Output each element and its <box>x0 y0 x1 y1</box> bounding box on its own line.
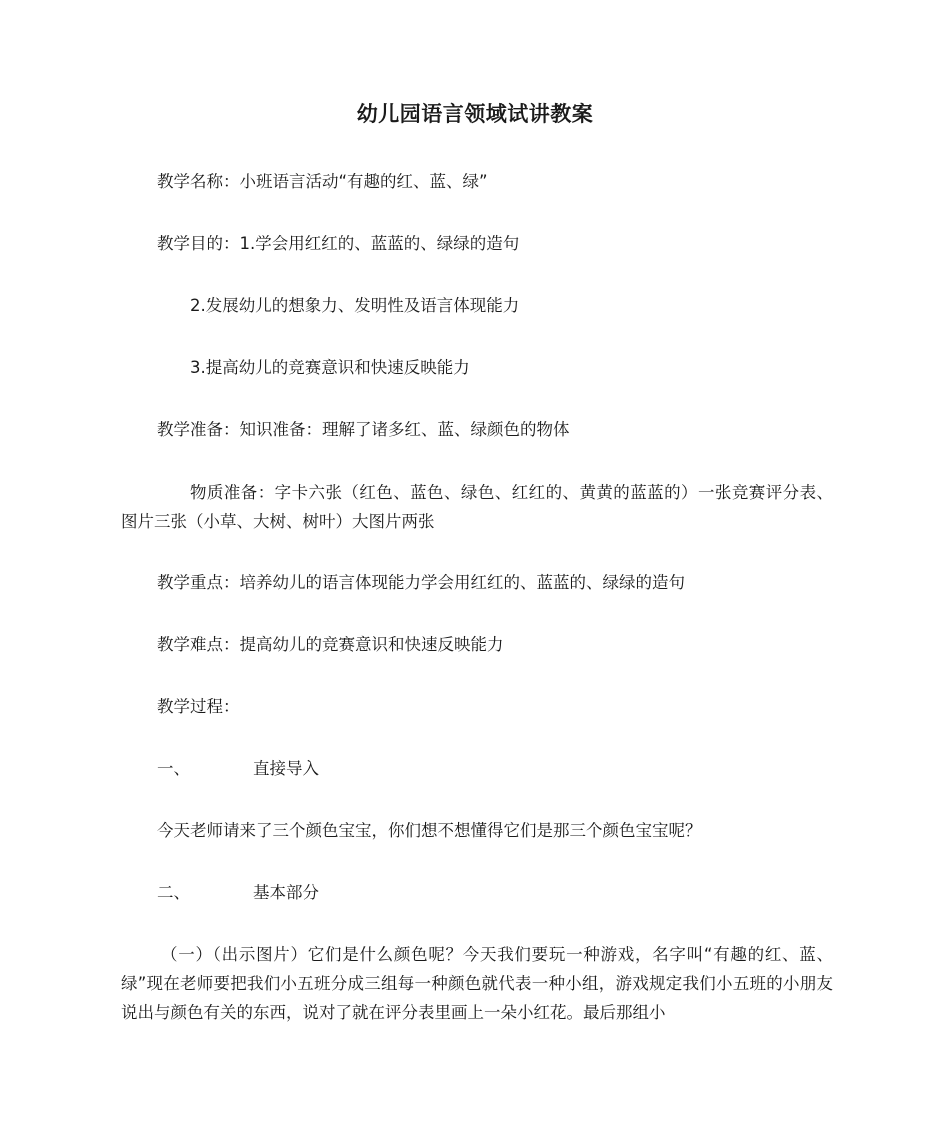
teaching-prep-knowledge: 教学准备：知识准备：理解了诸多红、蓝、绿颜色的物体 <box>157 420 570 439</box>
teaching-key-point: 教学重点：培养幼儿的语言体现能力学会用红红的、蓝蓝的、绿绿的造句 <box>157 573 685 592</box>
teaching-goal-3: 3.提高幼儿的竞赛意识和快速反映能力 <box>190 358 470 377</box>
section-1-number: 一、 <box>157 759 190 778</box>
section-2-heading <box>157 882 319 904</box>
section-1-text: 今天老师请来了三个颜色宝宝，你们想不想懂得它们是那三个颜色宝宝呢？ <box>157 821 702 840</box>
section-2-text: （一）（出示图片）它们是什么颜色呢？今天我们要玩一种游戏，名字叫“有趣的红、蓝、绿”现在老师要把我们小五班分成三组每一种颜色就代表一种小组，游戏规定我们小五班的小朋友说出与颜色有关的东西，说对了就在评分表里画上一朵小红花。最后那组小 <box>121 945 833 1022</box>
teaching-name: 教学名称：小班语言活动“有趣的红、蓝、绿” <box>157 172 488 191</box>
section-1-heading <box>157 758 319 780</box>
teaching-prep-material: 物质准备：字卡六张（红色、蓝色、绿色、红红的、黄黄的蓝蓝的）一张竞赛评分表、图片三张（小草、大树、树叶）大图片两张 <box>121 483 833 531</box>
document-title: 幼儿园语言领域试讲教案 <box>356 102 594 126</box>
section-2-number: 二、 <box>157 883 190 902</box>
section-2-title: 基本部分 <box>253 883 319 902</box>
section-1-title: 直接导入 <box>253 759 319 778</box>
teaching-goal-2: 2.发展幼儿的想象力、发明性及语言体现能力 <box>190 296 520 315</box>
teaching-goal-1: 教学目的：1.学会用红红的、蓝蓝的、绿绿的造句 <box>157 234 520 253</box>
teaching-process: 教学过程： <box>157 697 240 716</box>
teaching-difficulty: 教学难点：提高幼儿的竞赛意识和快速反映能力 <box>157 635 504 654</box>
